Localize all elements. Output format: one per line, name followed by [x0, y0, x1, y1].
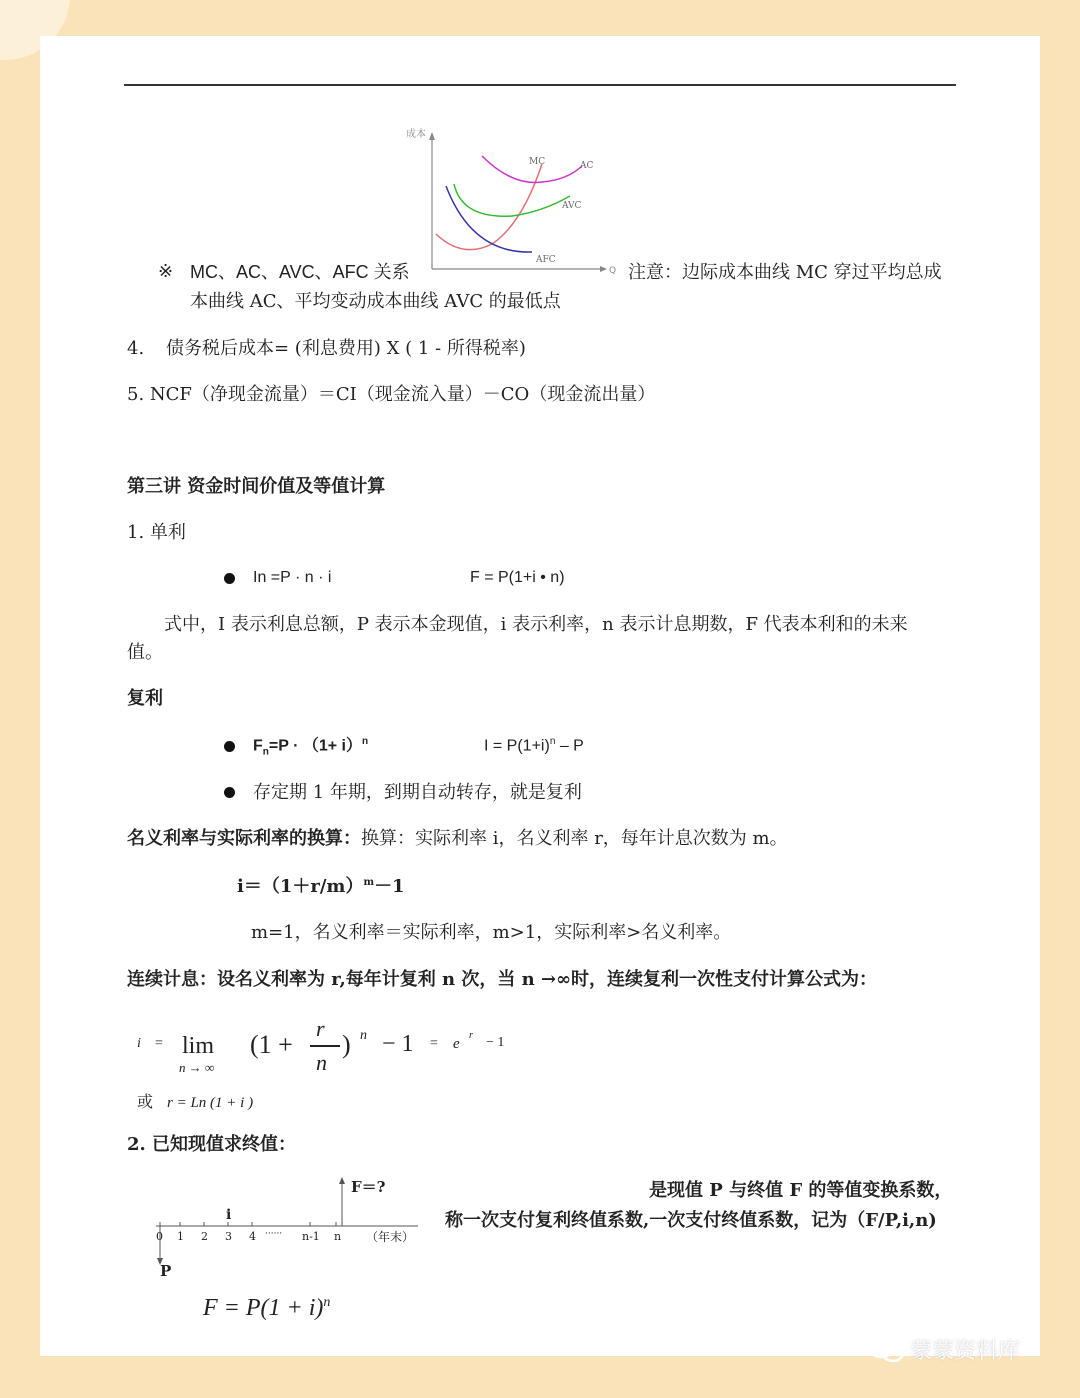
- f1-sub: n: [262, 746, 269, 758]
- simple-interest-heading: 1. 单利: [127, 522, 186, 543]
- cost-note: 注意：边际成本曲线 MC 穿过平均总成: [628, 262, 942, 283]
- reference-mark: ※: [158, 261, 174, 282]
- or-word: 或: [137, 1092, 154, 1111]
- eq-fraction-bar: [310, 1045, 340, 1047]
- nominal-rate-text: 换算：实际利率 i，名义利率 r，每年计息次数为 m。: [361, 828, 788, 849]
- wechat-icon: [866, 1334, 906, 1364]
- diagram-tick-label: 3: [225, 1230, 232, 1243]
- known-pv-formula: [203, 1294, 330, 1323]
- item4-text: 债务税后成本= (利息费用) X ( 1 - 所得税率): [166, 338, 526, 359]
- eq-equals-2: =: [430, 1036, 438, 1051]
- lecture3-title: 第三讲 资金时间价值及等值计算: [127, 476, 386, 497]
- series-ac-label: AC: [580, 161, 594, 171]
- cost-curves-chart: [402, 124, 622, 284]
- known-pv-formula-base: F = P(1 + i): [203, 1295, 324, 1321]
- diagram-tick-label: ······: [265, 1229, 283, 1239]
- simple-description: 式中，I 表示利息总额，P 表示本金现值，i 表示利率，n 表示计息期数，F 代表本利和的未来: [164, 614, 908, 635]
- diagram-tick-label: n: [334, 1230, 342, 1243]
- eq-e-power: r: [469, 1030, 473, 1041]
- y-axis-arrow: [429, 132, 435, 140]
- f-arrow-head: [339, 1177, 345, 1184]
- diagram-tick-label: 0: [156, 1230, 163, 1243]
- or-formula: r = Ln (1 + i ): [167, 1095, 254, 1111]
- diagram-tick-label: n-1: [302, 1230, 320, 1243]
- series-avc-curve: [454, 184, 570, 216]
- diagram-f-label: F＝?: [351, 1178, 386, 1196]
- compound-note: 存定期 1 年期，到期自动转存，就是复利: [253, 782, 582, 803]
- bullet: [224, 573, 235, 584]
- eq-power: n: [360, 1028, 367, 1043]
- continuous-interest-text: 连续计息：设名义利率为 r,每年计复利 n 次，当 n →∞时，连续复利一次性支付计算公式为：: [127, 969, 878, 990]
- eq-lim-sub: n → ∞: [179, 1060, 215, 1075]
- simple-formula-2: F = P(1+i • n): [470, 569, 565, 586]
- eq-minus-one-b: − 1: [486, 1035, 505, 1050]
- series-mc-curve: [436, 164, 542, 250]
- x-axis-label: Q: [609, 266, 617, 276]
- f1-sup: n: [361, 736, 369, 747]
- item4-number: 4.: [127, 338, 145, 359]
- known-pv-desc-2: 称一次支付复利终值系数,一次支付终值系数，记为（F/P,i,n): [445, 1210, 937, 1231]
- eq-equals: =: [155, 1036, 163, 1051]
- nominal-explanation: m=1，名义利率＝实际利率，m>1，实际利率>名义利率。: [251, 922, 732, 943]
- nominal-formula-sup: m: [363, 877, 375, 888]
- series-avc-label: AVC: [562, 201, 582, 211]
- bullet: [224, 741, 235, 752]
- eq-denominator: n: [316, 1050, 327, 1075]
- known-pv-desc-1: 是现值 P 与终值 F 的等值变换系数，: [649, 1180, 953, 1201]
- diagram-unit-label: （年末）: [366, 1230, 415, 1244]
- compound-formula-1: [253, 736, 368, 759]
- nominal-formula-base: i＝（1＋r/m）: [237, 876, 364, 897]
- diagram-tick-label: 4: [249, 1230, 256, 1243]
- header-rule: [124, 84, 956, 86]
- cost-relation-line2: 本曲线 AC、平均变动成本曲线 AVC 的最低点: [190, 291, 561, 312]
- bullet: [224, 787, 235, 798]
- y-axis-label: 成本: [406, 129, 426, 140]
- known-pv-formula-sup: n: [323, 1295, 331, 1310]
- compound-formula-2: [484, 736, 584, 756]
- series-mc-label: MC: [529, 157, 546, 167]
- eq-e: e: [453, 1036, 460, 1052]
- diagram-tick-label: 1: [177, 1230, 184, 1243]
- f1-rest: =P · （1+ i）: [268, 737, 362, 755]
- f2-base: I = P(1+i): [484, 737, 550, 755]
- eq-minus-one: − 1: [382, 1031, 414, 1057]
- eq-i: i: [137, 1036, 141, 1051]
- diagram-p-label: P: [160, 1262, 172, 1280]
- diagram-tick-label: 2: [201, 1230, 208, 1243]
- f2-rest: – P: [555, 737, 584, 755]
- document-page: [40, 36, 1040, 1356]
- series-afc-label: AFC: [536, 255, 556, 265]
- cost-relation-line1: MC、AC、AVC、AFC 关系: [190, 262, 410, 282]
- eq-open: (1 +: [250, 1030, 293, 1059]
- item5-text: 5. NCF（净现金流量）＝CI（现金流入量）－CO（现金流出量）: [127, 384, 656, 405]
- compound-heading: 复利: [127, 688, 163, 709]
- f2-sup: n: [549, 736, 556, 747]
- simple-formula-1: In =P · n · i: [253, 569, 332, 586]
- diagram-i-label: i: [226, 1207, 232, 1223]
- x-axis-arrow: [600, 266, 607, 272]
- nominal-rate-line: [127, 828, 788, 850]
- nominal-formula: [237, 876, 405, 898]
- f1-base: F: [253, 737, 263, 755]
- known-pv-heading: 2. 已知现值求终值：: [127, 1134, 297, 1155]
- simple-description-cont: 值。: [127, 642, 163, 663]
- watermark-text: 蒙蒙资料库: [910, 1339, 1021, 1364]
- nominal-rate-label: 名义利率与实际利率的换算：: [127, 828, 361, 849]
- eq-numerator: r: [316, 1016, 325, 1041]
- eq-lim: lim: [182, 1033, 215, 1059]
- nominal-formula-rest: －1: [374, 876, 405, 897]
- eq-close: ): [342, 1030, 351, 1059]
